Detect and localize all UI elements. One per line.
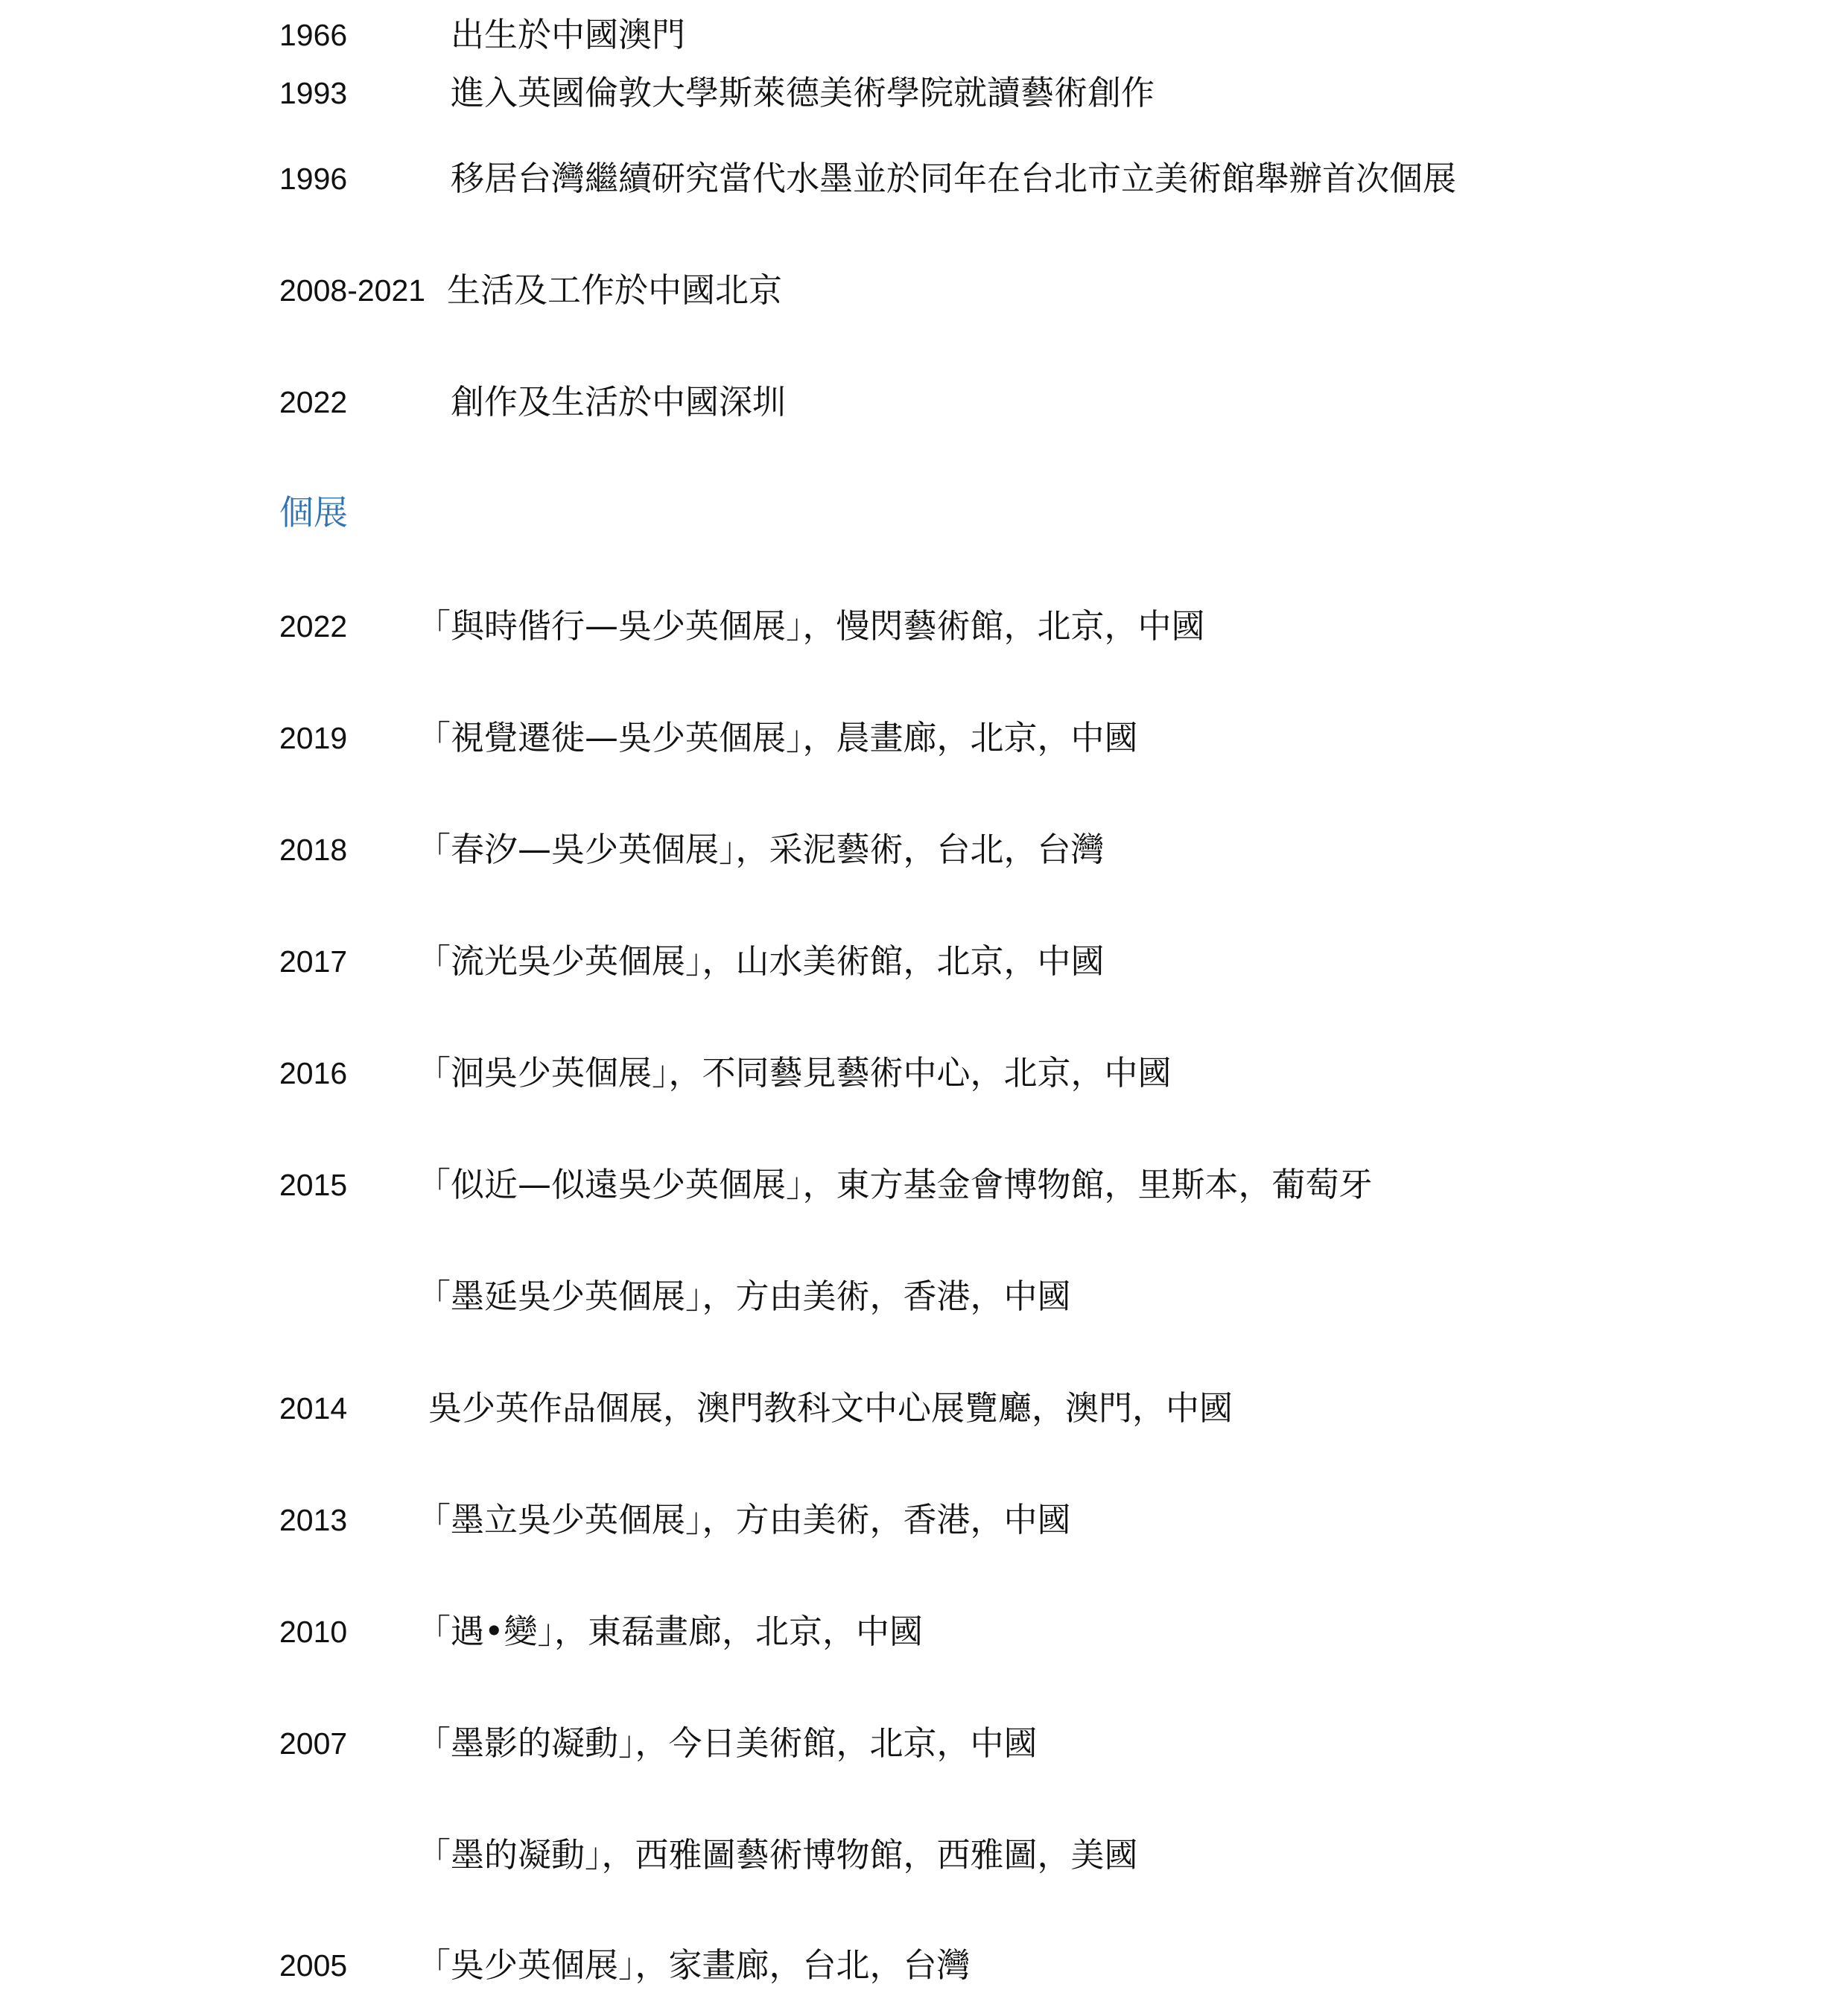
exhibition-entry — [0, 1159, 1848, 1211]
exhibition-entry — [0, 935, 1848, 988]
bio-year: 1996 — [279, 162, 348, 196]
exhibition-text: 「流光吳少英個展」，山水美術館，北京，中國 — [417, 941, 1105, 981]
bio-text: 進入英國倫敦大學斯萊德美術學院就讀藝術創作 — [451, 73, 1155, 112]
bio-entry — [0, 67, 1848, 119]
exhibition-entry — [0, 1047, 1848, 1099]
exhibition-text: 「遇•變」，東磊畫廊，北京，中國 — [417, 1612, 924, 1651]
exhibition-year: 2015 — [279, 1168, 348, 1202]
exhibition-text: 吳少英作品個展，澳門教科文中心展覽廳，澳門，中國 — [428, 1388, 1233, 1428]
exhibition-entry — [0, 1829, 1848, 1881]
exhibition-entry — [0, 712, 1848, 764]
bio-text: 移居台灣繼續研究當代水墨並於同年在台北市立美術館舉辦首次個展 — [451, 159, 1457, 198]
exhibition-text: 「墨延吳少英個展」，方由美術，香港，中國 — [417, 1277, 1071, 1316]
bio-year: 2008-2021 — [279, 273, 426, 308]
exhibition-text: 「似近—似遠吳少英個展」，東方基金會博物館，里斯本，葡萄牙 — [417, 1165, 1373, 1204]
exhibition-entry — [0, 1717, 1848, 1770]
exhibition-entry — [0, 824, 1848, 876]
exhibition-entry — [0, 600, 1848, 652]
exhibition-year: 2007 — [279, 1726, 348, 1761]
exhibition-entry — [0, 1494, 1848, 1546]
exhibition-text: 「墨的凝動」，西雅圖藝術博物館，西雅圖，美國 — [417, 1835, 1138, 1875]
exhibition-entry — [0, 1382, 1848, 1434]
bio-text: 生活及工作於中國北京 — [447, 270, 783, 310]
exhibition-entry — [0, 1939, 1848, 1992]
bio-year: 1966 — [279, 18, 348, 52]
exhibition-text: 「視覺遷徙—吳少英個展」，晨畫廊，北京，中國 — [417, 718, 1138, 757]
exhibition-year: 2018 — [279, 833, 348, 867]
bio-year: 2022 — [279, 385, 348, 419]
exhibition-text: 「洄吳少英個展」，不同藝見藝術中心，北京，中國 — [417, 1053, 1172, 1093]
exhibition-year: 2019 — [279, 721, 348, 755]
exhibition-text: 「吳少英個展」，家畫廊，台北，台灣 — [417, 1945, 971, 1985]
exhibition-year: 2014 — [279, 1391, 348, 1425]
exhibition-text: 「墨影的凝動」，今日美術館，北京，中國 — [417, 1723, 1038, 1763]
bio-entry — [0, 153, 1848, 205]
bio-text: 出生於中國澳門 — [451, 15, 686, 54]
exhibition-text: 「墨立吳少英個展」，方由美術，香港，中國 — [417, 1500, 1071, 1539]
bio-text: 創作及生活於中國深圳 — [451, 382, 787, 422]
bio-entry — [0, 376, 1848, 428]
exhibition-entry — [0, 1271, 1848, 1323]
exhibition-year: 2016 — [279, 1056, 348, 1090]
exhibition-year: 2022 — [279, 609, 348, 643]
exhibition-year: 2013 — [279, 1503, 348, 1537]
exhibition-text: 「與時偕行—吳少英個展」，慢閃藝術館，北京，中國 — [417, 606, 1205, 646]
exhibition-year: 2010 — [279, 1615, 348, 1649]
exhibition-year: 2005 — [279, 1948, 348, 1983]
exhibition-year: 2017 — [279, 944, 348, 979]
exhibition-entry — [0, 1606, 1848, 1658]
exhibition-text: 「春汐—吳少英個展」，采泥藝術，台北，台灣 — [417, 830, 1105, 869]
section-heading-solo-exhibitions: 個展 — [279, 492, 348, 533]
bio-entry — [0, 9, 1848, 61]
bio-entry — [0, 264, 1848, 317]
bio-year: 1993 — [279, 76, 348, 110]
